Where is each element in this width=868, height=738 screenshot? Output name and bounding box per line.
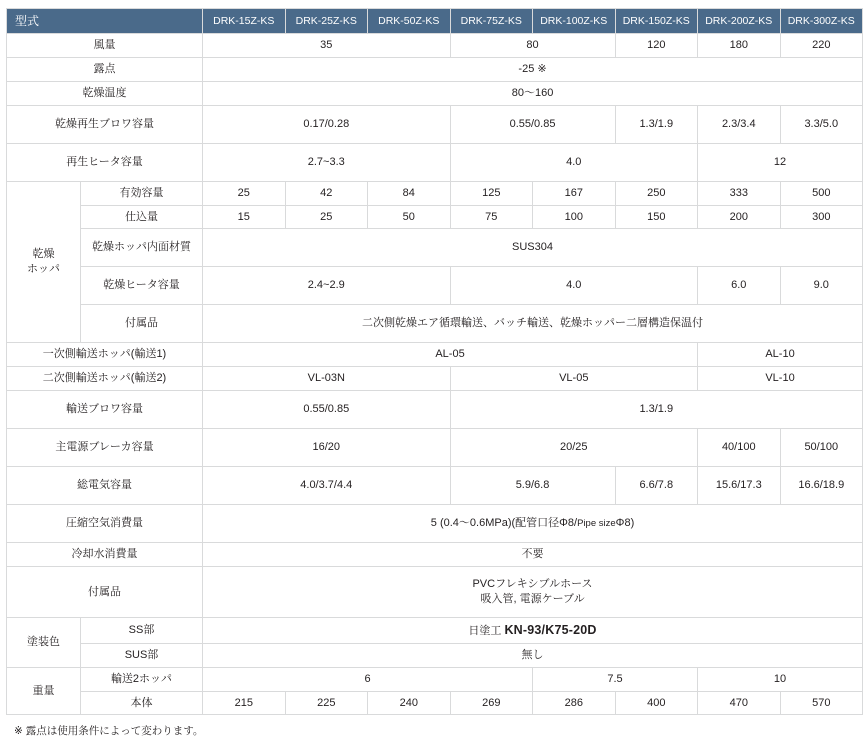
charge-amount-3: 50 bbox=[368, 205, 451, 229]
regen-heater-value-2: 4.0 bbox=[450, 143, 698, 181]
secondary-hopper-1: VL-03N bbox=[203, 367, 451, 391]
accessories-line2: 吸入管, 電源ケーブル bbox=[480, 592, 585, 605]
regen-blower-value-5: 3.3/5.0 bbox=[780, 105, 863, 143]
total-power-1: 4.0/3.7/4.4 bbox=[203, 467, 451, 505]
weight-body-2: 225 bbox=[285, 691, 368, 715]
effective-capacity-1: 25 bbox=[203, 181, 286, 205]
regen-blower-value-4: 2.3/3.4 bbox=[698, 105, 781, 143]
paint-sus-value: 無し bbox=[203, 643, 863, 667]
charge-amount-7: 200 bbox=[698, 205, 781, 229]
row-label-main-breaker: 主電源ブレーカ容量 bbox=[7, 429, 203, 467]
paint-ss-code: KN-93/K75-20D bbox=[504, 622, 597, 637]
header-model-2: DRK-25Z-KS bbox=[285, 9, 368, 34]
transport-blower-1: 0.55/0.85 bbox=[203, 391, 451, 429]
row-label-inner-material: 乾燥ホッパ内面材質 bbox=[81, 229, 203, 267]
regen-blower-value-2: 0.55/0.85 bbox=[450, 105, 615, 143]
charge-amount-4: 75 bbox=[450, 205, 533, 229]
airflow-value-2: 80 bbox=[450, 34, 615, 58]
effective-capacity-4: 125 bbox=[450, 181, 533, 205]
hopper-accessories-value: 二次側乾燥エア循環輸送、バッチ輸送、乾燥ホッパー二層構造保温付 bbox=[203, 305, 863, 343]
dry-temp-value: 80～160 bbox=[203, 81, 863, 105]
air-consumption-small: Pipe size bbox=[577, 518, 616, 530]
row-label-air-consumption: 圧縮空気消費量 bbox=[7, 505, 203, 543]
table-row-cooling-water bbox=[7, 543, 863, 567]
table-row-dry-temp bbox=[7, 81, 863, 105]
row-label-accessories: 付属品 bbox=[7, 566, 203, 617]
air-consumption-main: 5 (0.4～0.6MPa)(配管口径Φ8/ bbox=[430, 517, 578, 530]
charge-amount-6: 150 bbox=[615, 205, 698, 229]
weight-body-1: 215 bbox=[203, 691, 286, 715]
table-row-hopper-heater bbox=[7, 267, 863, 305]
effective-capacity-3: 84 bbox=[368, 181, 451, 205]
charge-amount-8: 300 bbox=[780, 205, 863, 229]
group-label-paint-color: 塗装色 bbox=[7, 617, 81, 667]
table-row-weight-body bbox=[7, 691, 863, 715]
total-power-2: 5.9/6.8 bbox=[450, 467, 615, 505]
hopper-heater-3: 6.0 bbox=[698, 267, 781, 305]
table-row-accessories bbox=[7, 566, 863, 617]
total-power-3: 6.6/7.8 bbox=[615, 467, 698, 505]
table-row-charge-amount bbox=[7, 205, 863, 229]
regen-heater-value-1: 2.7~3.3 bbox=[203, 143, 451, 181]
total-power-5: 16.6/18.9 bbox=[780, 467, 863, 505]
weight-body-6: 400 bbox=[615, 691, 698, 715]
group-label-weight: 重量 bbox=[7, 667, 81, 715]
header-model-8: DRK-300Z-KS bbox=[780, 9, 863, 34]
table-row-air-consumption bbox=[7, 505, 863, 543]
weight-hopper2-1: 6 bbox=[203, 667, 533, 691]
table-row-secondary-hopper bbox=[7, 367, 863, 391]
row-label-dry-temp: 乾燥温度 bbox=[7, 81, 203, 105]
regen-blower-value-3: 1.3/1.9 bbox=[615, 105, 698, 143]
dewpoint-value: -25 ※ bbox=[203, 58, 863, 82]
inner-material-value: SUS304 bbox=[203, 229, 863, 267]
table-row-transport-blower bbox=[7, 391, 863, 429]
table-row-paint-ss bbox=[7, 617, 863, 643]
charge-amount-1: 15 bbox=[203, 205, 286, 229]
table-row-dewpoint bbox=[7, 58, 863, 82]
effective-capacity-8: 500 bbox=[780, 181, 863, 205]
group-label-line1: 乾燥 bbox=[32, 248, 55, 261]
row-label-effective-capacity: 有効容量 bbox=[81, 181, 203, 205]
weight-body-4: 269 bbox=[450, 691, 533, 715]
header-model-6: DRK-150Z-KS bbox=[615, 9, 698, 34]
air-consumption-tail: Φ8) bbox=[615, 517, 635, 530]
row-label-dewpoint: 露点 bbox=[7, 58, 203, 82]
effective-capacity-5: 167 bbox=[533, 181, 616, 205]
table-row-effective-capacity bbox=[7, 181, 863, 205]
main-breaker-3: 40/100 bbox=[698, 429, 781, 467]
airflow-value-5: 220 bbox=[780, 34, 863, 58]
header-model-1: DRK-15Z-KS bbox=[203, 9, 286, 34]
header-row bbox=[7, 9, 863, 34]
table-footnote: ※ 露点は使用条件によって変わります。 bbox=[14, 725, 204, 738]
airflow-value-1: 35 bbox=[203, 34, 451, 58]
row-label-regen-heater: 再生ヒータ容量 bbox=[7, 143, 203, 181]
weight-body-5: 286 bbox=[533, 691, 616, 715]
row-label-secondary-hopper: 二次側輸送ホッパ(輸送2) bbox=[7, 367, 203, 391]
hopper-heater-2: 4.0 bbox=[450, 267, 698, 305]
transport-blower-2: 1.3/1.9 bbox=[450, 391, 863, 429]
accessories-line1: PVCフレキシブルホース bbox=[472, 578, 593, 591]
weight-body-7: 470 bbox=[698, 691, 781, 715]
table-row-paint-sus bbox=[7, 643, 863, 667]
row-label-transport-blower: 輸送ブロワ容量 bbox=[7, 391, 203, 429]
table-row-primary-hopper bbox=[7, 343, 863, 367]
hopper-heater-1: 2.4~2.9 bbox=[203, 267, 451, 305]
paint-ss-prefix: 日塗工 bbox=[468, 624, 505, 637]
header-model-7: DRK-200Z-KS bbox=[698, 9, 781, 34]
row-label-weight-body: 本体 bbox=[81, 691, 203, 715]
table-row-regen-heater bbox=[7, 143, 863, 181]
row-label-primary-hopper: 一次側輸送ホッパ(輸送1) bbox=[7, 343, 203, 367]
specification-table bbox=[6, 8, 863, 715]
row-label-hopper-accessories: 付属品 bbox=[81, 305, 203, 343]
row-label-paint-ss: SS部 bbox=[81, 617, 203, 643]
weight-hopper2-2: 7.5 bbox=[533, 667, 698, 691]
weight-hopper2-3: 10 bbox=[698, 667, 863, 691]
effective-capacity-7: 333 bbox=[698, 181, 781, 205]
cooling-water-value: 不要 bbox=[203, 543, 863, 567]
row-label-regen-blower: 乾燥再生ブロワ容量 bbox=[7, 105, 203, 143]
group-label-drying-hopper bbox=[7, 181, 81, 343]
row-label-hopper-heater: 乾燥ヒータ容量 bbox=[81, 267, 203, 305]
table-row-hopper-accessories bbox=[7, 305, 863, 343]
header-model-3: DRK-50Z-KS bbox=[368, 9, 451, 34]
weight-body-3: 240 bbox=[368, 691, 451, 715]
main-breaker-4: 50/100 bbox=[780, 429, 863, 467]
primary-hopper-2: AL-10 bbox=[698, 343, 863, 367]
charge-amount-5: 100 bbox=[533, 205, 616, 229]
paint-ss-value bbox=[203, 617, 863, 643]
main-breaker-1: 16/20 bbox=[203, 429, 451, 467]
secondary-hopper-2: VL-05 bbox=[450, 367, 698, 391]
row-label-charge-amount: 仕込量 bbox=[81, 205, 203, 229]
primary-hopper-1: AL-05 bbox=[203, 343, 698, 367]
table-row-weight-hopper2 bbox=[7, 667, 863, 691]
air-consumption-value bbox=[203, 505, 863, 543]
charge-amount-2: 25 bbox=[285, 205, 368, 229]
secondary-hopper-3: VL-10 bbox=[698, 367, 863, 391]
effective-capacity-2: 42 bbox=[285, 181, 368, 205]
table-row-inner-material bbox=[7, 229, 863, 267]
row-label-airflow: 風量 bbox=[7, 34, 203, 58]
hopper-heater-4: 9.0 bbox=[780, 267, 863, 305]
airflow-value-4: 180 bbox=[698, 34, 781, 58]
regen-blower-value-1: 0.17/0.28 bbox=[203, 105, 451, 143]
row-label-total-power: 総電気容量 bbox=[7, 467, 203, 505]
header-model-label: 型式 bbox=[7, 9, 203, 34]
row-label-weight-hopper2: 輸送2ホッパ bbox=[81, 667, 203, 691]
table-row-main-breaker bbox=[7, 429, 863, 467]
header-model-5: DRK-100Z-KS bbox=[533, 9, 616, 34]
header-model-4: DRK-75Z-KS bbox=[450, 9, 533, 34]
group-label-line2: ホッパ bbox=[27, 263, 60, 276]
table-row-regen-blower bbox=[7, 105, 863, 143]
table-header bbox=[7, 9, 863, 34]
accessories-value bbox=[203, 566, 863, 617]
table-body bbox=[7, 34, 863, 715]
weight-body-8: 570 bbox=[780, 691, 863, 715]
effective-capacity-6: 250 bbox=[615, 181, 698, 205]
total-power-4: 15.6/17.3 bbox=[698, 467, 781, 505]
table-row-airflow bbox=[7, 34, 863, 58]
regen-heater-value-3: 12 bbox=[698, 143, 863, 181]
airflow-value-3: 120 bbox=[615, 34, 698, 58]
main-breaker-2: 20/25 bbox=[450, 429, 698, 467]
row-label-cooling-water: 冷却水消費量 bbox=[7, 543, 203, 567]
row-label-paint-sus: SUS部 bbox=[81, 643, 203, 667]
table-row-total-power bbox=[7, 467, 863, 505]
